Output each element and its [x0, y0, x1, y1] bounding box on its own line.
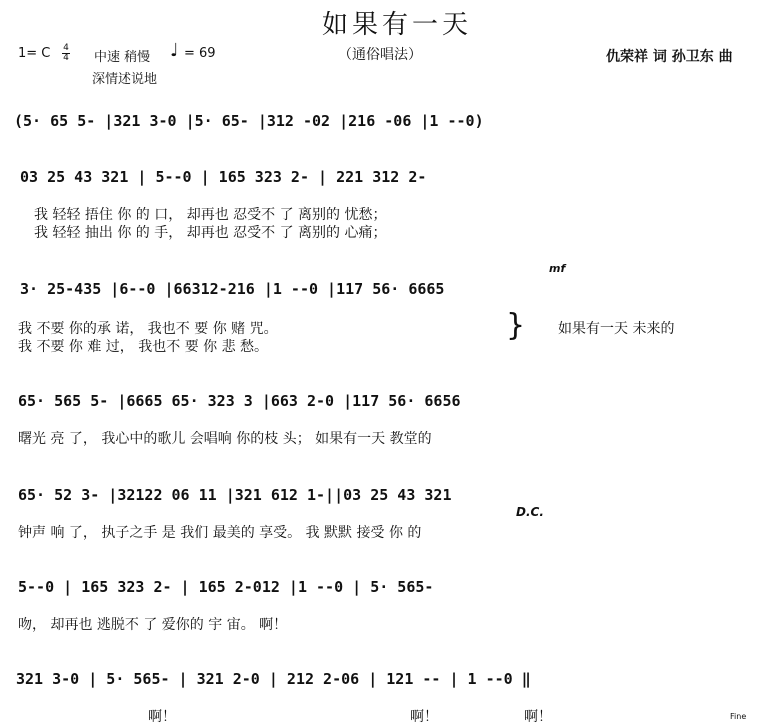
lyrics-row-7-b: 啊！: [410, 709, 438, 725]
lyrics-row-3-verse-1: 我 不要 你的承 诺， 我也不 要 你 赌 咒。: [18, 321, 278, 337]
lyrics-row-4: 曙光 亮 了， 我心中的歌儿 会唱响 你的枝 头； 如果有一天 教堂的: [18, 431, 432, 447]
lyrics-row-2-verse-1: 我 轻轻 捂住 你 的 口， 却再也 忍受不 了 离别的 忧愁；: [34, 207, 387, 223]
fine-marking: Fine: [730, 712, 747, 721]
score-row-7: 321 3-0 | 5· 565- | 321 2-0 | 212 2-06 | 121 -- | 1 --0 ‖: [16, 670, 531, 688]
lyric-brace: }: [506, 308, 526, 343]
lyrics-row-7-a: 啊！: [148, 709, 176, 725]
mf-marking: mf: [549, 262, 566, 275]
score-row-4: 65· 565 5- |6665 65· 323 3 |663 2-0 |117 56· 6656: [18, 392, 461, 410]
lyrics-row-6: 吻， 却再也 逃脱不 了 爱你的 宇 宙。 啊！: [18, 617, 288, 633]
lyrics-row-3-verse-2: 我 不要 你 难 过， 我也不 要 你 悲 愁。: [18, 339, 269, 355]
lyrics-row-7-c: 啊！: [524, 709, 552, 725]
singing-style: （通俗唱法）: [338, 47, 422, 63]
lyrics-row-3-right: 如果有一天 未来的: [558, 321, 675, 337]
credits: 仇荣祥 词 孙卫东 曲: [606, 49, 733, 65]
tempo-value: = 69: [184, 46, 216, 61]
expression-mark: 深情述说地: [92, 72, 158, 87]
song-title: 如果有一天: [322, 10, 473, 40]
key-signature: 1= C: [18, 46, 51, 61]
time-signature: $\frac{4}{4}$: [63, 43, 69, 63]
score-row-5: 65· 52 3- |32122 06 11 |321 612 1-||03 25 43 321: [18, 486, 452, 504]
dc-marking: D.C.: [516, 505, 544, 519]
score-row-1: (5· 65 5- |321 3-0 |5· 65- |312 -02 |216 -06 |1 --0): [14, 112, 484, 130]
score-row-2: 03 25 43 321 | 5--0 | 165 323 2- | 221 312 2-: [20, 168, 427, 186]
score-row-6: 5--0 | 165 323 2- | 165 2-012 |1 --0 | 5· 565-: [18, 578, 434, 596]
quarter-note-icon: ♩: [170, 40, 179, 61]
lyrics-row-5: 钟声 响 了， 执子之手 是 我们 最美的 享受。 我 默默 接受 你 的: [18, 525, 422, 541]
lyrics-row-2-verse-2: 我 轻轻 抽出 你 的 手， 却再也 忍受不 了 离别的 心痛；: [34, 225, 387, 241]
score-row-3: 3· 25-435 |6--0 |66312-216 |1 --0 |117 56· 6665: [20, 280, 445, 298]
tempo-text: 中速 稍慢: [94, 50, 151, 65]
